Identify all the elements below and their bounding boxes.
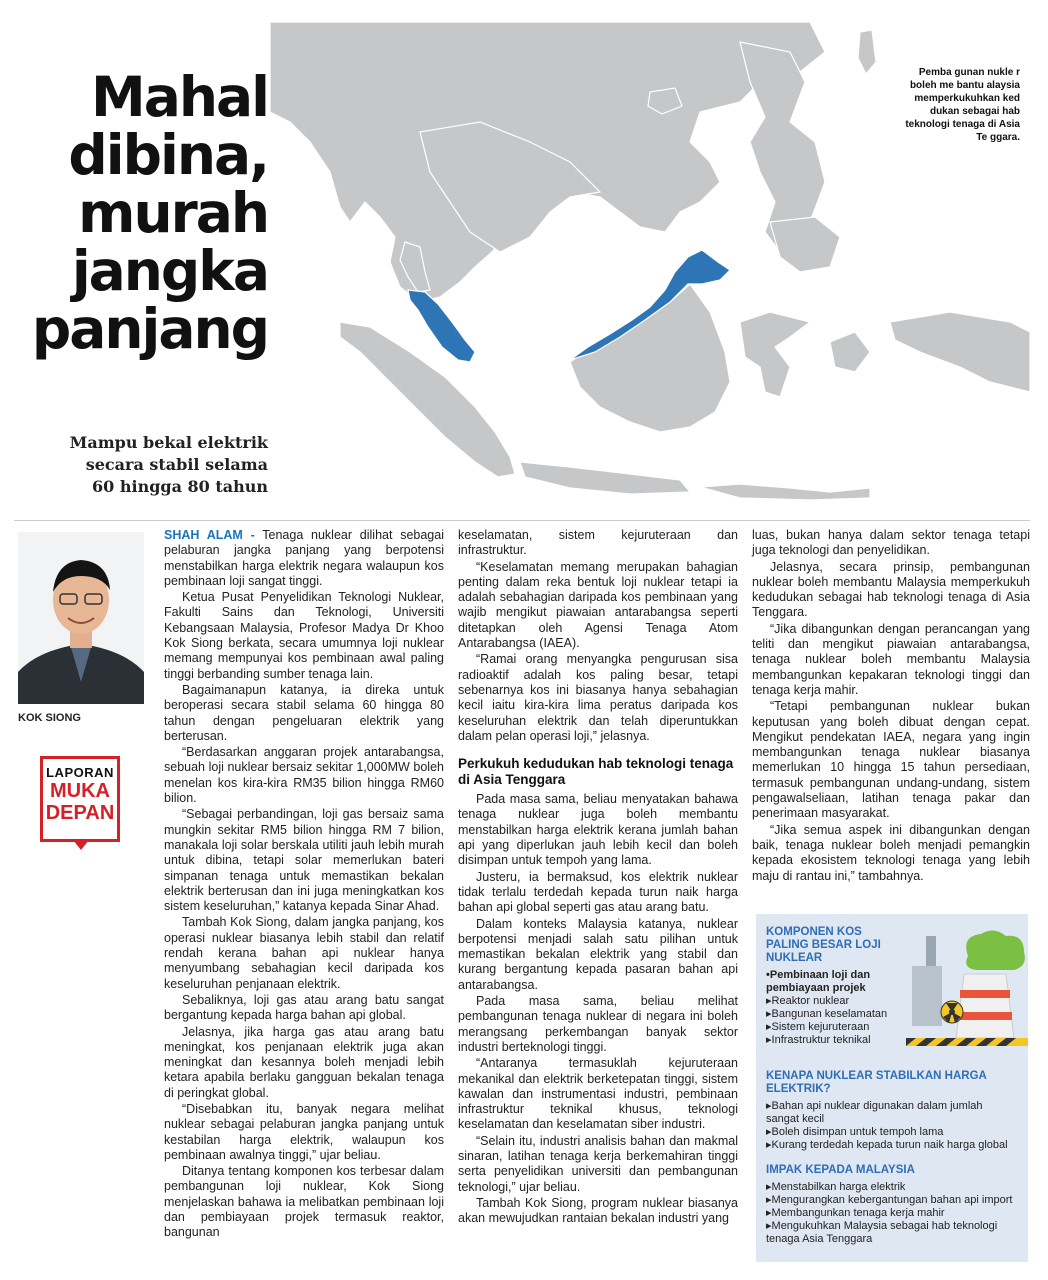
list-item: ▸ Mengukuhkan Malaysia sebagai hab teknologi tenaga Asia Tenggara xyxy=(766,1220,1018,1246)
list-item: ▸ Infrastruktur teknikal xyxy=(766,1034,906,1047)
article-paragraph: “Tetapi pembangunan nuklear bukan keputusan yang boleh dibuat dengan cepat. Mengikut pendekatan IAEA, negara yang ingin membangunkan tenaga nuklear biasanya memerlukan 10 hingga 15 tahun persediaan, termasuk pembangunan undang-undang, sistem pengawalseliaan, latihan tenaga pakar dan penerimaan masyarakat. xyxy=(752,699,1030,821)
headline-line: jangka xyxy=(71,239,268,303)
article-column-3 xyxy=(752,528,1030,885)
list-item: ▸ Bangunan keselamatan xyxy=(766,1008,906,1021)
list-item: ▸ Bahan api nuklear digunakan dalam jumlah sangat kecil xyxy=(766,1100,1018,1126)
article-paragraph: “Disebabkan itu, banyak negara melihat nuklear sebagai pelaburan jangka panjang untuk kestabilan harga elektrik, walaupun kos pembinaan awalnya tinggi,” ujar beliau. xyxy=(164,1101,444,1162)
info-section-impact xyxy=(766,1164,1018,1246)
article-paragraph: “Antaranya termasuklah kejuruteraan mekanikal dan elektrik berketepatan tinggi, sistem kawalan dan instrumentasi industri, pembinaan infrastruktur teknikal khusus, teknologi keselamatan dan keselamatan siber industri. xyxy=(458,1056,738,1132)
article-paragraph: Ditanya tentang komponen kos terbesar dalam pembangunan loji nuklear, Kok Siong menjelaskan bahawa ia melibatkan pembinaan loji dan pembiayaan projek termasuk reaktor, bangunan xyxy=(164,1164,444,1240)
article-paragraph: Jelasnya, secara prinsip, pembangunan nuklear boleh membantu Malaysia memperkukuh kedudukan sebagai hab teknologi tenaga di Asia Tenggara. xyxy=(752,559,1030,620)
info-section-cost-components xyxy=(766,926,1018,1058)
article-paragraph: Tambah Kok Siong, dalam jangka panjang, kos operasi nuklear biasanya lebih stabil dan relatif rendah kerana bahan api nuklear hanya menyumbang sebahagian kecil daripada kos keseluruhan penjanaan elektrik. xyxy=(164,915,444,991)
article-paragraph: Pada masa sama, beliau menyatakan bahawa tenaga nuklear juga boleh membantu menstabilkan harga elektrik kerana jumlah bahan api yang diperlukan jauh lebih kecil dan boleh disimpan untuk tempoh yang lama. xyxy=(458,792,738,868)
headline-line: panjang xyxy=(31,297,268,361)
article-paragraph: Ketua Pusat Penyelidikan Teknologi Nuklear, Fakulti Sains dan Teknologi, Universiti Kebangsaan Malaysia, Profesor Madya Dr Khoo Kok Siong berkata, secara umumnya loji nuklear memang mempunyai kos pembinaan awal paling tinggi berbanding sumber tenaga lain. xyxy=(164,590,444,681)
list-item: ▸ Kurang terdedah kepada turun naik harga global xyxy=(766,1139,1018,1152)
info-section-why-stable xyxy=(766,1070,1018,1152)
report-badge xyxy=(40,756,120,842)
article-paragraph: luas, bukan hanya dalam sektor tenaga tetapi juga teknologi dan penyelidikan. xyxy=(752,528,1030,558)
subheadline xyxy=(60,432,268,498)
map-caption: Pemba gunan nukle r boleh me bantu alaysia memperkukuhkan ked dukan sebagai hab teknologi tenaga di Asia Te ggara. xyxy=(905,67,1020,143)
info-section-title: KENAPA NUKLEAR STABILKAN HARGA ELEKTRIK? xyxy=(766,1070,987,1095)
subhead-line: secara stabil selama xyxy=(85,455,268,474)
info-list xyxy=(766,1100,1018,1152)
dateline: SHAH ALAM - xyxy=(164,528,255,542)
article-paragraph: Sebaliknya, loji gas atau arang batu sangat bergantung kepada harga bahan api global. xyxy=(164,992,444,1023)
article-paragraph: Bagaimanapun katanya, ia direka untuk beroperasi secara stabil selama 60 hingga 80 tahun dengan pengeluaran elektrik yang berterusan. xyxy=(164,682,444,743)
badge-line: LAPORAN xyxy=(46,765,114,780)
article-paragraph: Dalam konteks Malaysia katanya, nuklear berpotensi menjadi salah satu pilihan untuk memastikan bekalan elektrik yang stabil dan kurang bergantung kepada pasaran bahan api antarabangsa. xyxy=(458,916,738,992)
info-section-title: KOMPONEN KOS PALING BESAR LOJI NUKLEAR xyxy=(766,926,881,964)
article-paragraph: Pada masa sama, beliau melihat pembangunan tenaga nuklear di negara ini boleh merangsang perkembangan banyak sektor industri berteknologi tinggi. xyxy=(458,994,738,1054)
article-column-1 xyxy=(164,528,444,1242)
list-item: ▸ Mengurangkan kebergantungan bahan api import xyxy=(766,1194,1018,1207)
badge-pointer xyxy=(73,840,89,850)
nuclear-plant-illustration xyxy=(906,926,1028,1056)
article-paragraph: “Selain itu, industri analisis bahan dan makmal sinaran, latihan tenaga kerja berkemahiran tinggi serta penyelidikan universiti dan pembangunan teknologi,” ujar beliau. xyxy=(458,1133,738,1194)
person-illustration xyxy=(18,532,144,704)
article-paragraph: “Berdasarkan anggaran projek antarabangsa, sebuah loji nuklear bersaiz sekitar 1,000MW boleh menelan kos kira-kira RM35 bilion hingga RM60 bilion. xyxy=(164,745,444,806)
list-item: ▸ Membangunkan tenaga kerja mahir xyxy=(766,1207,1018,1220)
badge-line: DEPAN xyxy=(45,802,115,824)
photo-caption: KOK SIONG xyxy=(18,712,81,724)
info-list xyxy=(766,969,906,1047)
article-paragraph: “Jika dibangunkan dengan perancangan yang teliti dan mengikut piawaian antarabangsa, tenaga nuklear boleh membantu Malaysia membangunkan kepakaran teknologi tinggi dan tenaga kerja mahir. xyxy=(752,621,1030,697)
article-paragraph: Jelasnya, jika harga gas atau arang batu meningkat, kos penjanaan elektrik juga akan meningkat dan kesannya boleh menjadi lebih ketara apabila berlaku gangguan bekalan tenaga di peringkat global. xyxy=(164,1024,444,1100)
article-paragraph: “Keselamatan memang merupakan bahagian penting dalam reka bentuk loji nuklear tetapi ia adalah sebahagian daripada kos pembinaan yang wajib mengikut piawaian antarabangsa seperti ditetapkan oleh Agensi Tenaga Atom Antarabangsa (IAEA). xyxy=(458,559,738,651)
list-item: ▸ Reaktor nuklear xyxy=(766,995,906,1008)
article-paragraph: “Sebagai perbandingan, loji gas bersaiz sama mungkin sekitar RM5 bilion hingga RM 7 bilion, manakala loji solar berskala utiliti jauh lebih murah untuk dibina, tetapi solar memerlukan bateri simpanan tenaga untuk memastikan bekalan elektrik berterusan dan ini juga meningkatkan kos sistem keseluruhan,” katanya kepada Sinar Ahad. xyxy=(164,807,444,914)
list-item: ▸ Sistem kejuruteraan xyxy=(766,1021,906,1034)
article-paragraph: Justeru, ia bermaksud, kos elektrik nuklear tidak terlalu terdedah kepada turun naik harga bahan api global seperti gas atau arang batu. xyxy=(458,869,738,915)
portrait-photo xyxy=(18,532,144,704)
list-item: ▸ Menstabilkan harga elektrik xyxy=(766,1181,1018,1194)
headline xyxy=(18,65,268,361)
subhead-line: 60 hingga 80 tahun xyxy=(92,477,268,496)
badge-line: MUKA xyxy=(50,780,110,802)
article-paragraph: keselamatan, sistem kejuruteraan dan infrastruktur. xyxy=(458,528,738,558)
list-item: ▸ Boleh disimpan untuk tempoh lama xyxy=(766,1126,1018,1139)
subhead-line: Mampu bekal elektrik xyxy=(69,433,268,452)
info-box xyxy=(756,914,1028,1262)
section-subheading: Perkukuh kedudukan hab teknologi tenaga di Asia Tenggara xyxy=(458,756,734,788)
headline-line: murah xyxy=(78,181,268,245)
article-paragraph: “Jika semua aspek ini dibangunkan dengan baik, tenaga nuklear boleh menjadi pemangkin kepada ekosistem teknologi tenaga yang lebih maju di rantau ini,” tambahnya. xyxy=(752,822,1030,883)
info-list xyxy=(766,1181,1018,1246)
article-paragraph: Tambah Kok Siong, program nuklear biasanya akan mewujudkan rantaian bekalan industri yang xyxy=(458,1195,738,1226)
article-paragraph: “Ramai orang menyangka pengurusan sisa radioaktif adalah kos paling besar, tetapi sebenarnya kos ini biasanya hanya sebahagian kecil iaitu kira-kira lima peratus daripada kos keseluruhan elektrik dan telah diperuntukkan dalam pelan operasi loji,” jelasnya. xyxy=(458,652,738,743)
headline-line: dibina, xyxy=(68,123,268,187)
article-paragraph: SHAH ALAM - Tenaga nuklear dilihat sebagai pelaburan jangka panjang yang berpotensi menstabilkan harga elektrik negara walaupun kos pembinaan loji sangat tinggi. xyxy=(164,528,444,588)
article-column-2 xyxy=(458,528,738,1227)
headline-line: Mahal xyxy=(91,65,268,129)
list-item: • Pembinaan loji dan pembiayaan projek xyxy=(766,969,906,995)
divider xyxy=(14,520,1030,521)
info-section-title: IMPAK KEPADA MALAYSIA xyxy=(766,1164,915,1176)
